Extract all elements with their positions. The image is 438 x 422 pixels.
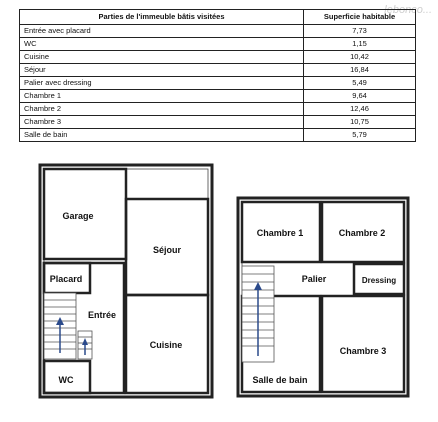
room-area: 10,42: [304, 51, 416, 64]
room-name: Palier avec dressing: [20, 77, 304, 90]
label-garage: Garage: [62, 211, 94, 221]
room-area: 10,75: [304, 116, 416, 129]
room-area: 5,49: [304, 77, 416, 90]
room-area: 5,79: [304, 129, 416, 142]
room-area: 9,64: [304, 90, 416, 103]
label-entree: Entrée: [87, 310, 117, 320]
label-sejour: Séjour: [152, 245, 182, 255]
stairs-icon: [242, 266, 274, 362]
room-name: Chambre 1: [20, 90, 304, 103]
ground-floor-plan: [38, 163, 214, 399]
stairs-small-icon: [78, 331, 92, 359]
header-area: Superficie habitable: [304, 10, 416, 25]
label-placard: Placard: [49, 274, 83, 284]
label-chambre3: Chambre 3: [339, 346, 387, 356]
room-area: 7,73: [304, 25, 416, 38]
room-area: 12,46: [304, 103, 416, 116]
header-room: Parties de l'immeuble bâtis visitées: [20, 10, 304, 25]
room-name: Entrée avec placard: [20, 25, 304, 38]
room-name: Chambre 2: [20, 103, 304, 116]
room-name: Chambre 3: [20, 116, 304, 129]
table-row: [20, 25, 416, 38]
watermark: lebonco...: [384, 4, 432, 16]
area-table: [19, 9, 416, 142]
table-row: [20, 116, 416, 129]
label-chambre2: Chambre 2: [338, 228, 386, 238]
table-row: [20, 77, 416, 90]
label-chambre1: Chambre 1: [256, 228, 304, 238]
room-name: Salle de bain: [20, 129, 304, 142]
label-wc: WC: [58, 375, 74, 385]
room-name: WC: [20, 38, 304, 51]
room-area: 1,15: [304, 38, 416, 51]
table-row: [20, 90, 416, 103]
label-palier: Palier: [301, 274, 327, 284]
label-cuisine: Cuisine: [149, 340, 183, 350]
upper-floor-plan: [236, 196, 410, 398]
table-row: [20, 51, 416, 64]
table-row: [20, 64, 416, 77]
room-name: Séjour: [20, 64, 304, 77]
table-row: [20, 103, 416, 116]
room-area: 16,84: [304, 64, 416, 77]
stairs-icon: [44, 293, 76, 359]
label-dressing: Dressing: [361, 276, 397, 285]
table-header-row: [20, 10, 416, 25]
table-row: [20, 129, 416, 142]
room-name: Cuisine: [20, 51, 304, 64]
label-salle-de-bain: Salle de bain: [252, 375, 308, 385]
table-row: [20, 38, 416, 51]
